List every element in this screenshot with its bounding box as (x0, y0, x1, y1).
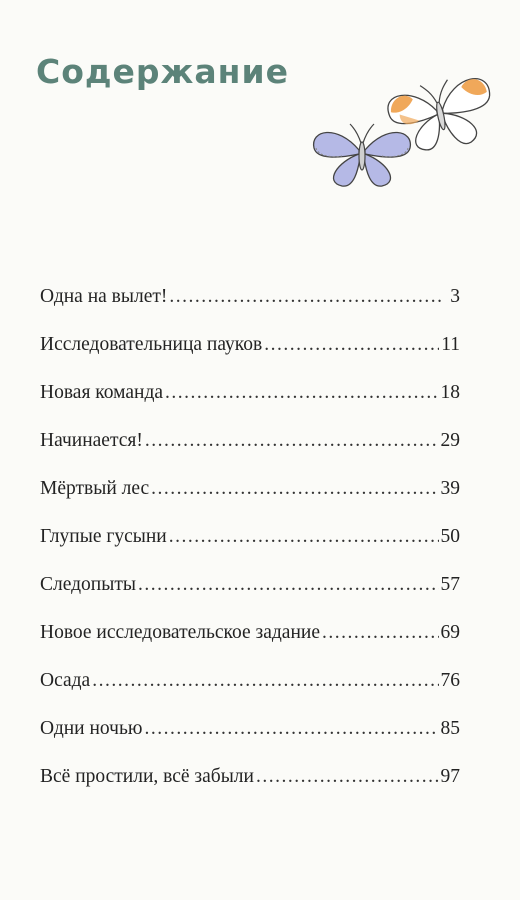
toc-entry[interactable] (40, 622, 460, 670)
toc-entry[interactable] (40, 526, 460, 574)
toc-page-number: 97 (440, 766, 460, 787)
toc-page-number: 18 (440, 382, 460, 403)
toc-entry[interactable] (40, 478, 460, 526)
toc-page-number: 29 (440, 430, 460, 451)
toc-leader-dots (256, 766, 439, 788)
toc-page-number: 85 (440, 718, 460, 739)
toc-entry-title: Исследовательница пауков (40, 334, 263, 355)
toc-leader-dots (169, 526, 439, 548)
toc-entry-title: Новое исследовательское задание (40, 622, 320, 643)
butterfly-illustration (300, 60, 500, 200)
toc-page-number: 3 (450, 286, 460, 307)
toc-leader-dots (322, 622, 439, 644)
toc-leader-dots (144, 718, 438, 740)
toc-entry-title: Одни ночью (40, 718, 143, 739)
toc-leader-dots (138, 574, 439, 596)
toc-entry[interactable] (40, 670, 460, 718)
toc-entry-title: Всё простили, всё забыли (40, 766, 254, 787)
toc-page-number: 76 (440, 670, 460, 691)
toc-page-number: 57 (440, 574, 460, 595)
toc-entry-title: Осада (40, 670, 91, 691)
toc-entry[interactable] (40, 718, 460, 766)
toc-entry-title: Следопыты (40, 574, 136, 595)
toc-entry[interactable] (40, 430, 460, 478)
toc-entry-title: Новая команда (40, 382, 164, 403)
toc-entry-title: Мёртвый лес (40, 478, 150, 499)
toc-entry-title: Начинается! (40, 430, 143, 451)
toc-leader-dots (264, 334, 439, 356)
toc-page-number: 11 (441, 334, 460, 355)
toc-entry-title: Глупые гусыни (40, 526, 167, 547)
toc-entry[interactable] (40, 382, 460, 430)
toc-page-number: 39 (440, 478, 460, 499)
toc-leader-dots (151, 478, 438, 500)
toc-entry[interactable] (40, 766, 460, 814)
toc-leader-dots (92, 670, 438, 692)
toc-leader-dots (145, 430, 439, 452)
toc-entry-title: Одна на вылет! (40, 286, 168, 307)
butterfly-lavender-icon (314, 124, 411, 186)
toc-entry[interactable] (40, 334, 460, 382)
toc-page-number: 50 (440, 526, 460, 547)
toc-leader-dots (169, 286, 444, 308)
page-title: Содержание (36, 52, 289, 91)
toc-entry[interactable] (40, 574, 460, 622)
toc-page-number: 69 (440, 622, 460, 643)
table-of-contents (40, 286, 460, 814)
toc-leader-dots (165, 382, 438, 404)
toc-entry[interactable] (40, 286, 460, 334)
